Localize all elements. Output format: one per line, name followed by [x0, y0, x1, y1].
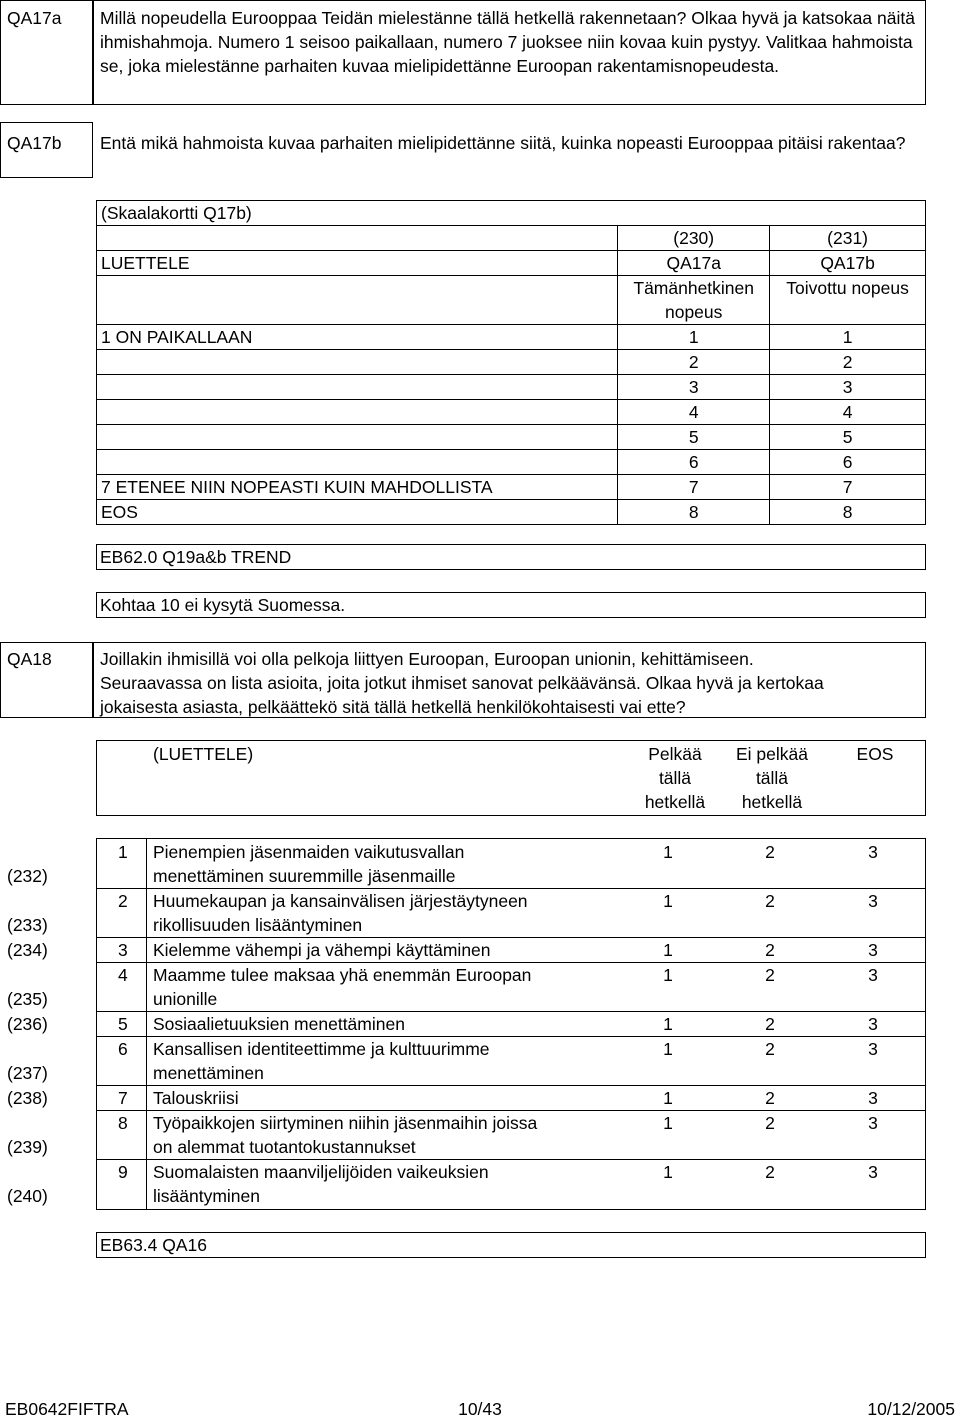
- fear-code-3: 3: [868, 1088, 878, 1108]
- scale-row: EOS 8 8: [97, 500, 926, 525]
- fear-label-line2: lisääntyminen: [153, 1186, 260, 1206]
- fear-label-line2: unionille: [153, 989, 218, 1009]
- col-a-id: (230): [618, 226, 770, 251]
- footer-page: 10/43: [458, 1399, 502, 1419]
- fear-label-line1: Pienempien jäsenmaiden vaikutusvallan: [153, 842, 465, 862]
- fear-code-3: 3: [868, 1113, 878, 1133]
- fear-label-line2: rikollisuuden lisääntyminen: [153, 915, 363, 935]
- trend-note: EB62.0 Q19a&b TREND: [100, 547, 292, 567]
- qa17b-question-text: Entä mikä hahmoista kuvaa parhaiten mielipidettänne siitä, kuinka nopeasti Eurooppaa pitäisi rakentaa?: [100, 133, 906, 153]
- scale-card-label: (Skaalakortti Q17b): [97, 201, 926, 226]
- fear-var-id: (232): [7, 866, 48, 886]
- fear-code-1: 1: [663, 1113, 673, 1133]
- fear-number: 2: [118, 891, 128, 911]
- fear-number: 6: [118, 1039, 128, 1059]
- fear-code-2: 2: [765, 965, 775, 985]
- scale-row: 5 5: [97, 425, 926, 450]
- fear-col1-header: Pelkää tällä hetkellä: [644, 744, 706, 812]
- fear-label-line1: Maamme tulee maksaa yhä enemmän Euroopan: [153, 965, 532, 985]
- col-a-code: QA17a: [618, 251, 770, 276]
- fear-code-2: 2: [765, 842, 775, 862]
- fear-col3-header: EOS: [856, 744, 894, 764]
- fear-list-label: (LUETTELE): [153, 744, 254, 764]
- qa18-code: QA18: [7, 649, 52, 669]
- fear-number: 8: [118, 1113, 128, 1133]
- scale-row: 3 3: [97, 375, 926, 400]
- fear-label-line2: menettäminen: [153, 1063, 264, 1083]
- source-note-box: [96, 1232, 926, 1258]
- fear-number: 7: [118, 1088, 128, 1108]
- scale-row: 6 6: [97, 450, 926, 475]
- scale-row: 2 2: [97, 350, 926, 375]
- col-b-header: Toivottu nopeus: [770, 276, 926, 325]
- fear-code-3: 3: [868, 965, 878, 985]
- fear-code-2: 2: [765, 1113, 775, 1133]
- fear-code-3: 3: [868, 940, 878, 960]
- qa17b-code: QA17b: [7, 133, 62, 153]
- finland-note: Kohtaa 10 ei kysytä Suomessa.: [100, 595, 346, 615]
- fear-col2-header: Ei pelkää tällä hetkellä: [736, 744, 808, 812]
- fear-code-3: 3: [868, 1014, 878, 1034]
- fear-code-1: 1: [663, 965, 673, 985]
- fear-var-id: (235): [7, 989, 48, 1009]
- fear-label-line1: Talouskriisi: [153, 1088, 239, 1108]
- fear-code-3: 3: [868, 1039, 878, 1059]
- fear-label-line2: menettäminen suuremmille jäsenmaille: [153, 866, 456, 886]
- scale-row: 1 ON PAIKALLAAN 1 1: [97, 325, 926, 350]
- fear-number: 9: [118, 1162, 128, 1182]
- fear-var-id: (237): [7, 1063, 48, 1083]
- source-note: EB63.4 QA16: [100, 1235, 208, 1255]
- fear-var-id: (238): [7, 1088, 48, 1108]
- qa17a-question-text: Millä nopeudella Eurooppaa Teidän mielestänne tällä hetkellä rakennetaan? Olkaa hyvä ja katsokaa näitä ihmishahmoja. Numero 1 seisoo paikallaan, numero 7 juoksee niin kovaa kuin pystyy. Valitkaa hahmoista se, joka mielestänne parhaiten kuvaa mielipidettänne Euroopan rakentamisnopeudesta.: [100, 8, 915, 76]
- fear-code-2: 2: [765, 1162, 775, 1182]
- footer-doc-id: EB0642FIFTRA: [5, 1399, 129, 1419]
- scale-table: [96, 200, 926, 525]
- fear-number: 5: [118, 1014, 128, 1034]
- fear-number-divider: [146, 838, 147, 1210]
- fear-label-line1: Kielemme vähempi ja vähempi käyttäminen: [153, 940, 491, 960]
- fear-var-id: (240): [7, 1186, 48, 1206]
- col-b-id: (231): [770, 226, 926, 251]
- fear-code-2: 2: [765, 891, 775, 911]
- qa17a-code: QA17a: [7, 8, 62, 28]
- fear-label-line2: on alemmat tuotantokustannukset: [153, 1137, 416, 1157]
- fear-number: 4: [118, 965, 128, 985]
- scale-row: 7 ETENEE NIIN NOPEASTI KUIN MAHDOLLISTA 7 7: [97, 475, 926, 500]
- fear-code-2: 2: [765, 1088, 775, 1108]
- fear-var-id: (236): [7, 1014, 48, 1034]
- fear-label-line1: Sosiaalietuuksien menettäminen: [153, 1014, 405, 1034]
- fear-label-line1: Kansallisen identiteettimme ja kulttuurimme: [153, 1039, 490, 1059]
- fear-code-1: 1: [663, 842, 673, 862]
- col-b-code: QA17b: [770, 251, 926, 276]
- scale-row: 4 4: [97, 400, 926, 425]
- fear-var-id: (239): [7, 1137, 48, 1157]
- fear-var-id: (234): [7, 940, 48, 960]
- fear-var-id: (233): [7, 915, 48, 935]
- fear-code-3: 3: [868, 1162, 878, 1182]
- fear-code-2: 2: [765, 1014, 775, 1034]
- qa18-question-text: Joillakin ihmisillä voi olla pelkoja liittyen Euroopan, Euroopan unionin, kehittämiseen. Seuraavassa on lista asioita, joita jotkut ihmiset sanovat pelkäävänsä. Olkaa hyvä ja kertokaa jokaisesta asiasta, pelkäättekö sitä tällä hetkellä henkilökohtaisesti vai ette?: [100, 649, 824, 717]
- fear-number: 1: [118, 842, 128, 862]
- fear-code-2: 2: [765, 1039, 775, 1059]
- col-a-header: Tämänhetkinen nopeus: [618, 276, 770, 325]
- fear-code-1: 1: [663, 1088, 673, 1108]
- fear-code-1: 1: [663, 1039, 673, 1059]
- footer-date: 10/12/2005: [867, 1399, 955, 1419]
- fear-label-line1: Suomalaisten maanviljelijöiden vaikeuksien: [153, 1162, 489, 1182]
- fear-code-3: 3: [868, 891, 878, 911]
- fear-code-1: 1: [663, 891, 673, 911]
- fear-code-2: 2: [765, 940, 775, 960]
- fear-label-line1: Huumekaupan ja kansainvälisen järjestäytyneen: [153, 891, 528, 911]
- fear-label-line1: Työpaikkojen siirtyminen niihin jäsenmaihin joissa: [153, 1113, 538, 1133]
- fear-code-1: 1: [663, 940, 673, 960]
- fear-number: 3: [118, 940, 128, 960]
- fear-code-3: 3: [868, 842, 878, 862]
- fear-code-1: 1: [663, 1014, 673, 1034]
- fear-code-1: 1: [663, 1162, 673, 1182]
- list-label: LUETTELE: [97, 251, 618, 276]
